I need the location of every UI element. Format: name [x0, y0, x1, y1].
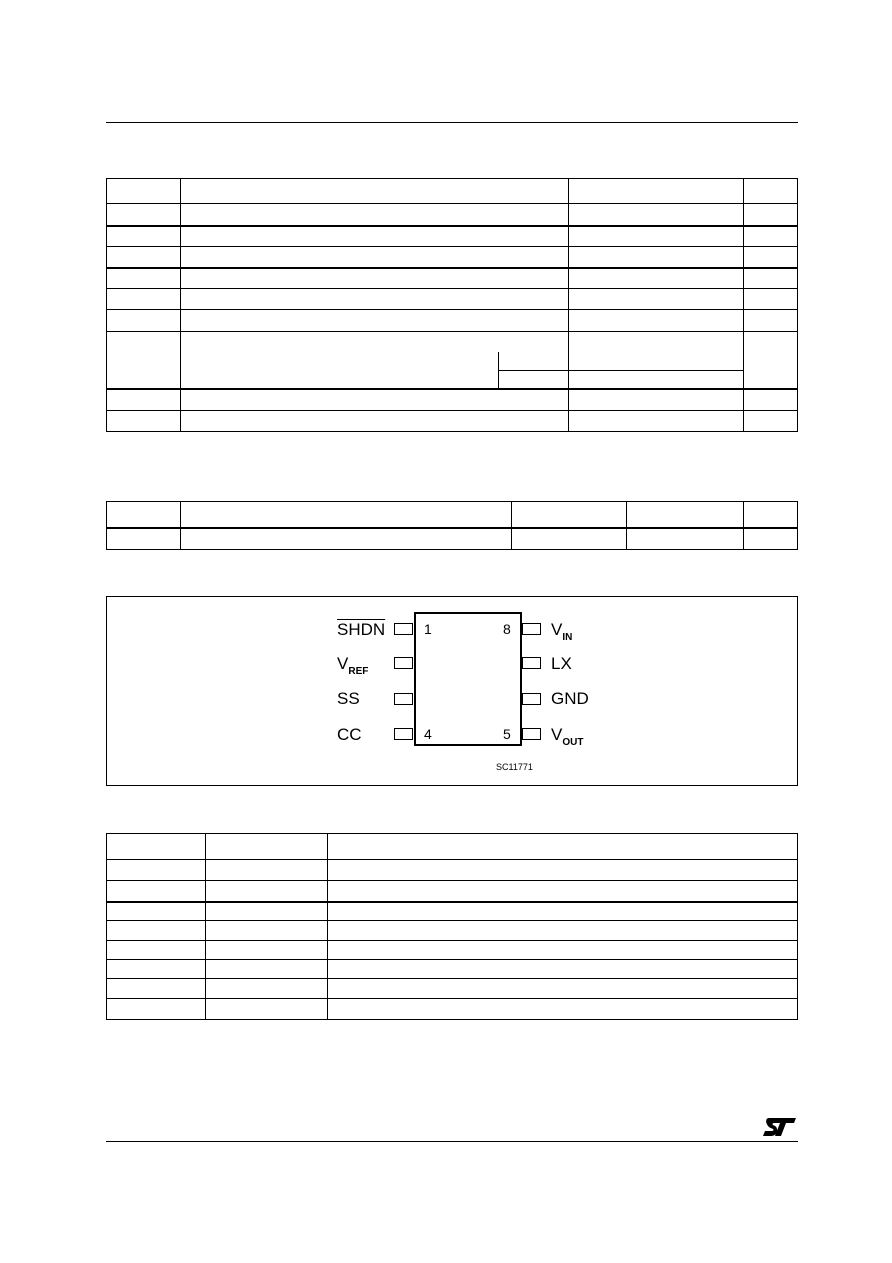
table-3-row-divider — [107, 978, 797, 979]
table-3-row-divider — [107, 998, 797, 999]
pin-label-text: GND — [551, 689, 589, 708]
table-3-col-divider — [205, 834, 206, 1019]
table-2-col-divider — [180, 502, 181, 549]
table-3-row-divider — [107, 901, 797, 903]
pin-label-text: V — [551, 620, 563, 639]
table-1-row-divider — [107, 225, 797, 227]
pin-label-ss — [337, 690, 360, 707]
pin-label-text: LX — [551, 654, 572, 673]
header-rule — [106, 122, 798, 123]
pin-pad — [522, 693, 541, 705]
table-1 — [106, 178, 798, 432]
pin-label-text: SHDN — [337, 620, 386, 639]
pin-label-text: SS — [337, 689, 360, 708]
table-2-col-divider — [511, 502, 512, 549]
table-1-col-divider — [568, 179, 569, 431]
table-2-col-divider — [743, 502, 744, 549]
pin-label-lx — [551, 655, 572, 672]
pin-label-gnd — [551, 690, 589, 707]
pin-label-subscript: OUT — [562, 737, 584, 748]
pin-label-text: V — [551, 725, 563, 744]
table-2-row-divider — [107, 527, 797, 529]
pin-number-4: 4 — [424, 726, 432, 742]
table-3-row-divider — [107, 859, 797, 860]
pin-number-1: 1 — [424, 621, 432, 637]
pin-pad — [522, 728, 541, 740]
table-1-subrow-divider — [498, 370, 743, 371]
pin-pad — [522, 623, 541, 635]
table-1-col-divider — [743, 179, 744, 431]
pin-label-subscript: REF — [348, 666, 369, 677]
table-2-col-divider — [626, 502, 627, 549]
table-3-row-divider — [107, 920, 797, 921]
pin-pad — [394, 693, 413, 705]
pin-number-5: 5 — [503, 726, 511, 742]
footer-rule — [106, 1141, 798, 1142]
drawing-code: SC11771 — [496, 762, 533, 772]
table-1-row-divider — [107, 331, 797, 332]
table-1-row-divider — [107, 410, 797, 411]
pin-label-subscript: IN — [562, 632, 573, 643]
pin-label-text: CC — [337, 725, 362, 744]
table-1-row-divider — [107, 203, 797, 204]
pin-pad — [394, 728, 413, 740]
pin-pad — [394, 657, 413, 669]
table-1-row-divider — [107, 246, 797, 247]
table-1-row-divider — [107, 288, 797, 289]
table-3-col-divider — [327, 834, 328, 1019]
table-3-row-divider — [107, 880, 797, 881]
pin-label-text: V — [337, 654, 349, 673]
table-3-row-divider — [107, 940, 797, 941]
pin-pad — [522, 657, 541, 669]
table-3 — [106, 833, 798, 1020]
table-1-row-divider — [107, 388, 797, 390]
pin-label-vin — [551, 621, 572, 646]
pin-label-cc — [337, 726, 362, 743]
pin-label-vref — [337, 655, 368, 680]
pin-number-8: 8 — [503, 621, 511, 637]
pin-connection-diagram — [106, 596, 798, 786]
table-1-col-divider — [180, 179, 181, 431]
pin-pad — [394, 623, 413, 635]
st-logo-icon — [762, 1116, 798, 1138]
pin-label-shdn — [337, 621, 385, 638]
table-1-row-divider — [107, 267, 797, 269]
pin-label-vout — [551, 726, 583, 751]
table-1-row-divider — [107, 309, 797, 310]
table-2 — [106, 501, 798, 550]
table-3-row-divider — [107, 959, 797, 960]
